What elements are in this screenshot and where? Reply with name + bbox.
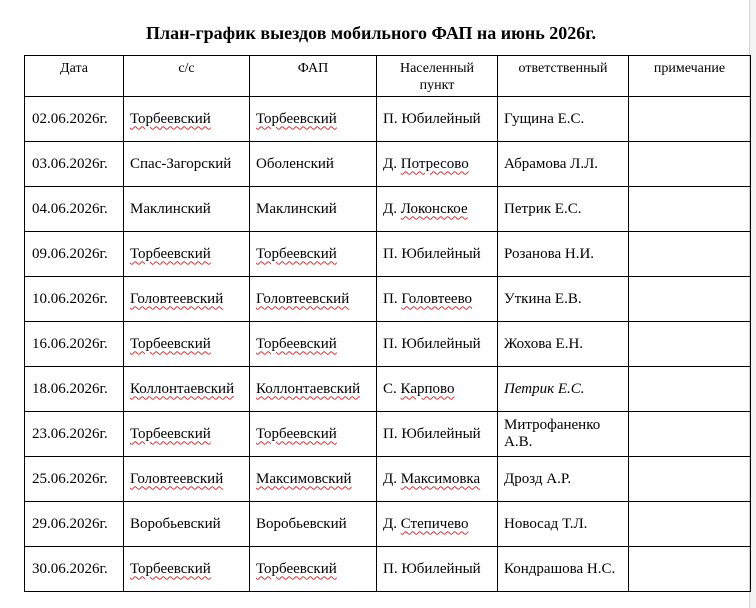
cell-council-text: Маклинский [130,200,211,217]
cell-settlement-text: П. Головтеево [383,290,473,307]
cell-fap-text: Коллонтаевский [256,380,361,397]
cell-council [124,277,250,322]
table-row [25,322,751,367]
cell-responsible-text: Новосад Т.Л. [504,515,588,532]
header-row [25,56,751,97]
cell-note [629,547,751,592]
cell-responsible [498,277,629,322]
table-row [25,277,751,322]
document-title: План-график выездов мобильного ФАП на июнь 2026г. [146,23,596,43]
cell-council [124,412,250,457]
cell-note [629,412,751,457]
cell-date [25,502,124,547]
header-note: примечание [629,56,751,97]
cell-responsible [498,232,629,277]
cell-fap [250,277,377,322]
header-responsible: ответственный [498,56,629,97]
cell-council-text: Торбеевский [130,335,211,352]
cell-fap [250,547,377,592]
cell-fap-text: Торбеевский [256,110,337,127]
cell-note [629,367,751,412]
cell-settlement [377,232,498,277]
cell-responsible [498,187,629,232]
cell-responsible-text: Жохова Е.Н. [504,335,584,352]
cell-date [25,457,124,502]
cell-note [629,322,751,367]
cell-settlement-text: П. Юбилейный [383,560,481,577]
cell-council [124,547,250,592]
cell-settlement-text: С. Карпово [383,380,455,397]
cell-settlement [377,187,498,232]
cell-council-text: Торбеевский [130,425,211,442]
cell-note [629,187,751,232]
cell-council [124,457,250,502]
cell-date-text: 16.06.2026г. [32,335,108,352]
cell-responsible [498,547,629,592]
cell-responsible-text: Уткина Е.В. [504,290,582,307]
header-council: с/с [124,56,250,97]
cell-council [124,232,250,277]
cell-settlement-text: П. Юбилейный [383,110,481,127]
table-row [25,232,751,277]
cell-date-text: 29.06.2026г. [32,515,108,532]
cell-date [25,277,124,322]
cell-settlement [377,322,498,367]
table-row [25,412,751,457]
table-row [25,457,751,502]
cell-fap [250,412,377,457]
cell-date [25,322,124,367]
header-date: Дата [25,56,124,97]
cell-date-text: 10.06.2026г. [32,290,108,307]
cell-fap-text: Воробьевский [256,515,347,532]
cell-fap [250,97,377,142]
cell-date [25,142,124,187]
cell-note [629,97,751,142]
cell-responsible-text: Гущина Е.С. [504,110,585,127]
cell-settlement [377,457,498,502]
cell-fap-text: Торбеевский [256,425,337,442]
cell-responsible-text: Розанова Н.И. [504,245,595,262]
cell-responsible-text: Петрик Е.С. [504,200,582,217]
header-settlement: Населенный пункт [377,56,498,97]
cell-date-text: 30.06.2026г. [32,560,108,577]
cell-date [25,187,124,232]
cell-settlement [377,97,498,142]
cell-settlement [377,277,498,322]
cell-responsible-text: Дрозд А.Р. [504,470,572,487]
cell-settlement [377,367,498,412]
table-row [25,187,751,232]
cell-settlement [377,502,498,547]
table-row [25,502,751,547]
cell-note [629,457,751,502]
cell-responsible [498,502,629,547]
cell-settlement [377,412,498,457]
cell-date-text: 04.06.2026г. [32,200,108,217]
cell-fap-text: Торбеевский [256,335,337,352]
cell-fap-text: Максимовский [256,470,352,487]
cell-council-text: Торбеевский [130,560,211,577]
cell-council [124,187,250,232]
cell-council [124,502,250,547]
cell-date [25,97,124,142]
cell-council [124,367,250,412]
table-row [25,97,751,142]
cell-fap [250,187,377,232]
schedule-table [24,55,751,592]
cell-date-text: 18.06.2026г. [32,380,108,397]
cell-fap [250,142,377,187]
cell-fap-text: Торбеевский [256,560,337,577]
cell-settlement-text: П. Юбилейный [383,335,481,352]
cell-date [25,547,124,592]
cell-responsible-text: Кондрашова Н.С. [504,560,616,577]
cell-council-text: Торбеевский [130,110,211,127]
cell-fap-text: Оболенский [256,155,334,172]
cell-note [629,277,751,322]
cell-settlement [377,547,498,592]
cell-responsible [498,367,629,412]
cell-settlement-text: Д. Максимовка [383,470,481,487]
cell-settlement-text: Д. Потресово [383,155,469,172]
cell-note [629,142,751,187]
cell-fap [250,322,377,367]
cell-council [124,97,250,142]
cell-settlement-text: П. Юбилейный [383,425,481,442]
cell-date-text: 23.06.2026г. [32,425,108,442]
cell-responsible-text: Петрик Е.С. [504,380,585,397]
cell-council [124,142,250,187]
cell-fap [250,502,377,547]
cell-settlement-text: Д. Локонское [383,200,468,217]
cell-responsible [498,457,629,502]
cell-fap-text: Торбеевский [256,245,337,262]
cell-council-text: Головтеевский [130,290,224,307]
table-body [25,97,751,592]
cell-date-text: 09.06.2026г. [32,245,108,262]
cell-fap [250,367,377,412]
cell-settlement-text: П. Юбилейный [383,245,481,262]
cell-date-text: 02.06.2026г. [32,110,108,127]
cell-responsible-text: Абрамова Л.Л. [504,155,598,172]
cell-responsible [498,142,629,187]
table-row [25,367,751,412]
cell-settlement-text: Д. Степичево [383,515,469,532]
cell-responsible-text: Митрофаненко А.В. [504,417,601,450]
cell-council-text: Коллонтаевский [130,380,235,397]
cell-date-text: 03.06.2026г. [32,155,108,172]
cell-note [629,502,751,547]
cell-fap-text: Головтеевский [256,290,350,307]
cell-date [25,412,124,457]
cell-council [124,322,250,367]
cell-responsible [498,322,629,367]
header-fap: ФАП [250,56,377,97]
cell-council-text: Спас-Загорский [130,155,232,172]
cell-fap-text: Маклинский [256,200,337,217]
cell-responsible [498,97,629,142]
cell-council-text: Воробьевский [130,515,221,532]
cell-settlement [377,142,498,187]
cell-council-text: Головтеевский [130,470,224,487]
cell-date [25,367,124,412]
cell-fap [250,232,377,277]
cell-date [25,232,124,277]
cell-fap [250,457,377,502]
cell-date-text: 25.06.2026г. [32,470,108,487]
cell-responsible [498,412,629,457]
cell-council-text: Торбеевский [130,245,211,262]
cell-note [629,232,751,277]
table-row [25,142,751,187]
table-row [25,547,751,592]
